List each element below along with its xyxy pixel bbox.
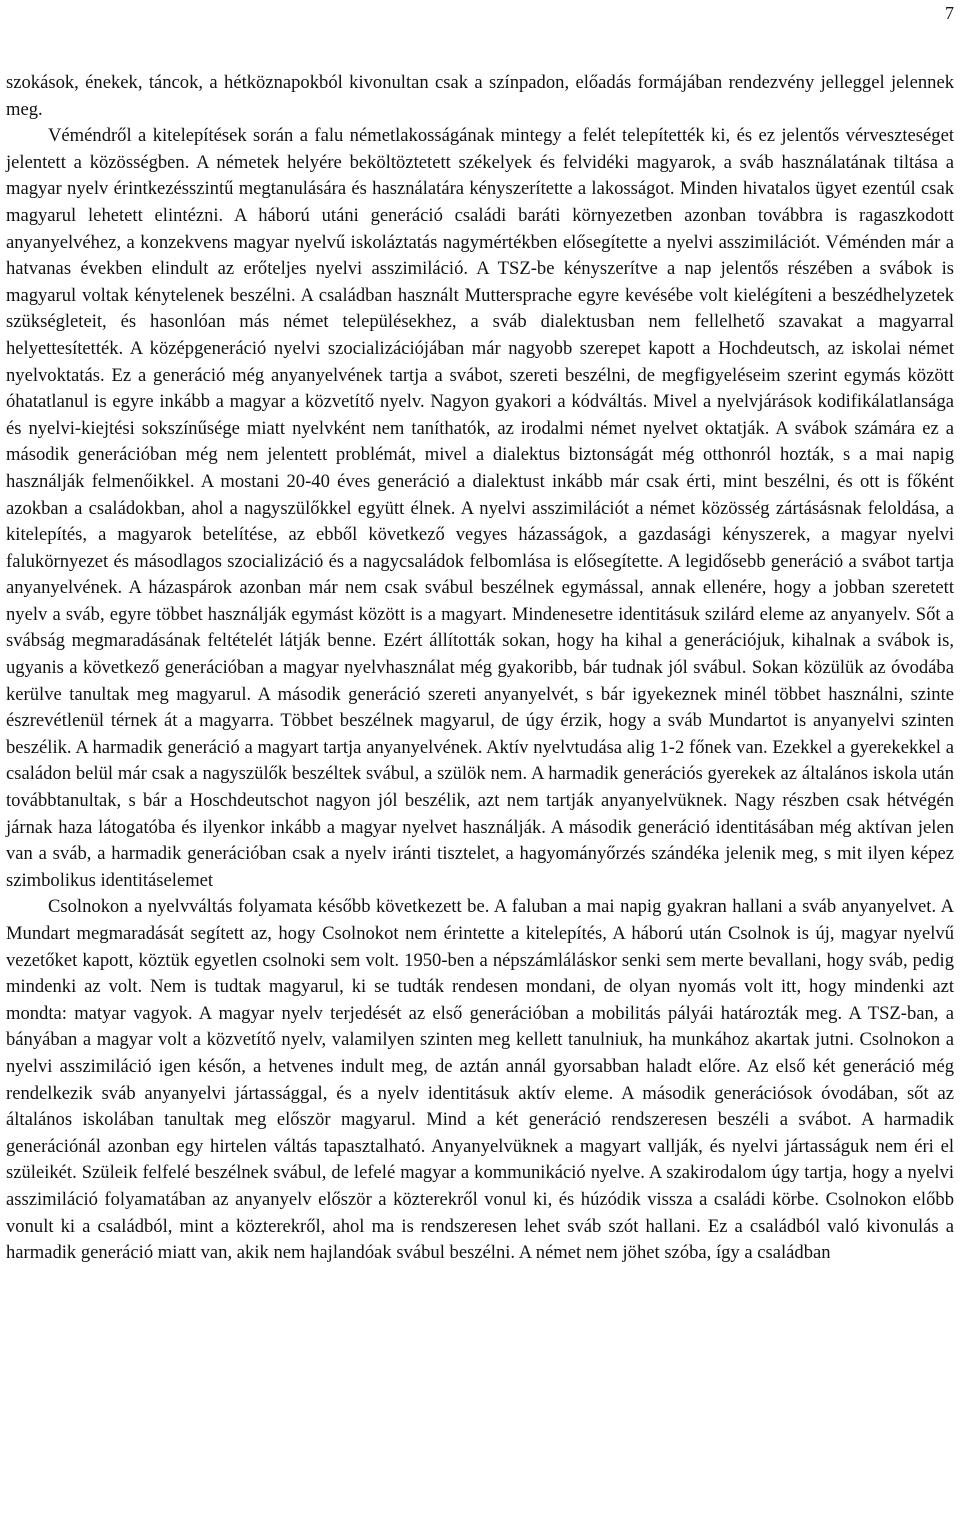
body-text	[6, 70, 954, 1267]
page-number: 7	[945, 3, 954, 23]
paragraph-vemend: Véméndről a kitelepítések során a falu németlakosságának mintegy a felét telepítették ki, és ez jelentős vérveszteséget jelentett a közösségben. A németek helyére beköltöztetett székelyek és felvidéki magyarok, a sváb használatának tiltása a magyar nyelv érintkezésszintű megtanulására és használatára kényszerítette a lakosságot. Minden hivatalos ügyet ezentúl csak magyarul lehetett elintézni. A háború utáni generáció családi baráti környezetben azonban továbbra is ragaszkodott anyanyelvéhez, a konzekvens magyar nyelvű iskoláztatás nagymértékben elősegítette a nyelvi asszimilációt. Véménden már a hatvanas években elindult az erőteljes nyelvi asszimiláció. A TSZ-be kényszerítve a nap jelentős részében a svábok is magyarul voltak kénytelenek beszélni. A családban használt Muttersprache egyre kevésébe volt kielégíteni a beszédhelyzetek szükségleteit, és hasonlóan más német településekhez, a sváb dialektusban nem fellelhető szavakat a magyarral helyettesítették. A középgeneráció nyelvi szocializációjában már nagyobb szerepet kapott a Hochdeutsch, az iskolai német nyelvoktatás. Ez a generáció még anyanyelvének tartja a svábot, szereti beszélni, de megfigyeléseim szerint egymás között óhatatlanul is egyre inkább a magyar a közvetítő nyelv. Nagyon gyakori a kódváltás. Mivel a nyelvjárások kodifikálatlansága és nyelvi-kiejtési sokszínűsége miatt nyelvként nem taníthatók, az irodalmi német nyelvet oktatják. A svábok számára ez a második generációban még nem jelentett problémát, mivel a dialektus biztonságát még otthonról hozták, s a mai napig használják felmenőikkel. A mostani 20-40 éves generáció a dialektust inkább már csak érti, mint beszélni, és ott is főként azokban a családokban, ahol a nagyszülőkkel együtt élnek. A nyelvi asszimilációt a német közösség zártásásnak feloldása, a kitelepítés, a magyarok betelítése, az ebből következő vegyes házasságok, a gazdasági kényszerek, a magyar nyelvi falukörnyezet és másodlagos szocializáció és a nagycsaládok felbomlása is elősegítette. A legidősebb generáció a svábot tartja anyanyelvének. A házaspárok azonban már nem csak svábul beszélnek egymással, annak ellenére, hogy a jobban szeretett nyelv a sváb, egyre többet használják egymást között is a magyart. Mindenesetre identitásuk szilárd eleme az anyanyelv. Sőt a svábság megmaradásának feltételét látják benne. Ezért állították sokan, hogy ha kihal a generációjuk, kihalnak a svábok is, ugyanis a következő generációban a magyar nyelvhasználat még gyakoribb, bár tudnak jól svábul. Sokan közülük az óvodába kerülve tanultak meg magyarul. A második generáció szereti anyanyelvét, s bár igyekeznek minél többet használni, szinte észrevétlenül térnek át a magyarra. Többet beszélnek magyarul, de úgy érzik, hogy a sváb Mundartot is anyanyelvi szinten beszélik. A harmadik generáció a magyart tartja anyanyelvének. Aktív nyelvtudása alig 1-2 főnek van. Ezekkel a gyerekekkel a családon belül már csak a nagyszülők beszéltek svábul, a szülök nem. A harmadik generációs gyerekek az általános iskola után továbbtanultak, s bár a Hoschdeutschot nagyon jól beszélik, azt nem tartják anyanyelvüknek. Nagy részben csak hétvégén járnak haza látogatóba és ilyenkor inkább a magyar nyelvet használják. A második generáció identitásában még aktívan jelen van a sváb, a harmadik generációban csak a nyelv iránti tisztelet, a hagyományőrzés szándéka jelenik meg, s mit ilyen képez szimbolikus identitáselemet	[6, 125, 954, 891]
paragraph-csolnok: Csolnokon a nyelvváltás folyamata később következett be. A faluban a mai napig gyakran hallani a sváb anyanyelvet. A Mundart megmaradását segített az, hogy Csolnokot nem érintette a kitelepítés, A háború után Csolnok is új, magyar nyelvű vezetőket kapott, köztük egyetlen csolnoki sem volt. 1950-ben a népszámláláskor senki sem merte bevallani, hogy sváb, pedig mindenki az volt. Nem is tudtak magyarul, ki se tudták rendesen mondani, de olyan nyomás volt itt, hogy mindenki azt mondta: matyar vagyok. A magyar nyelv terjedését az első generációban a mobilitás pályái határozták meg. A TSZ-ban, a bányában a magyar volt a közvetítő nyelv, valamilyen szinten meg kellett tanulniuk, ha munkához akartak jutni. Csolnokon a nyelvi asszimiláció igen későn, a hetvenes indult meg, de aztán annál gyorsabban haladt előre. Az első két generáció még rendelkezik sváb anyanyelvi jártassággal, és a nyelv identitásuk aktív eleme. A második generációsok óvodában, sőt az általános iskolában tanultak meg először magyarul. Mind a két generáció rendszeresen beszéli a svábot. A harmadik generációnál azonban egy hirtelen váltás tapasztalható. Anyanyelvüknek a magyart vallják, és nyelvi jártasságuk nem éri el szüleikét. Szüleik felfelé beszélnek svábul, de lefelé magyar a kommunikáció nyelve. A szakirodalom úgy tartja, hogy a nyelvi asszimiláció folyamatában az anyanyelv először a közterekről vonul ki, és húzódik vissza a családi körbe. Csolnokon előbb vonult ki a családból, mint a közterekről, ahol ma is rendszeresen lehet sváb szót hallani. Ez a családból való kivonulás a harmadik generáció miatt van, akik nem hajlandóak svábul beszélni. A német nem jöhet szóba, így a családban	[6, 896, 954, 1264]
paragraph-continuation: szokások, énekek, táncok, a hétköznapokból kivonultan csak a színpadon, előadás formájában rendezvény jelleggel jelennek meg.	[6, 72, 954, 120]
